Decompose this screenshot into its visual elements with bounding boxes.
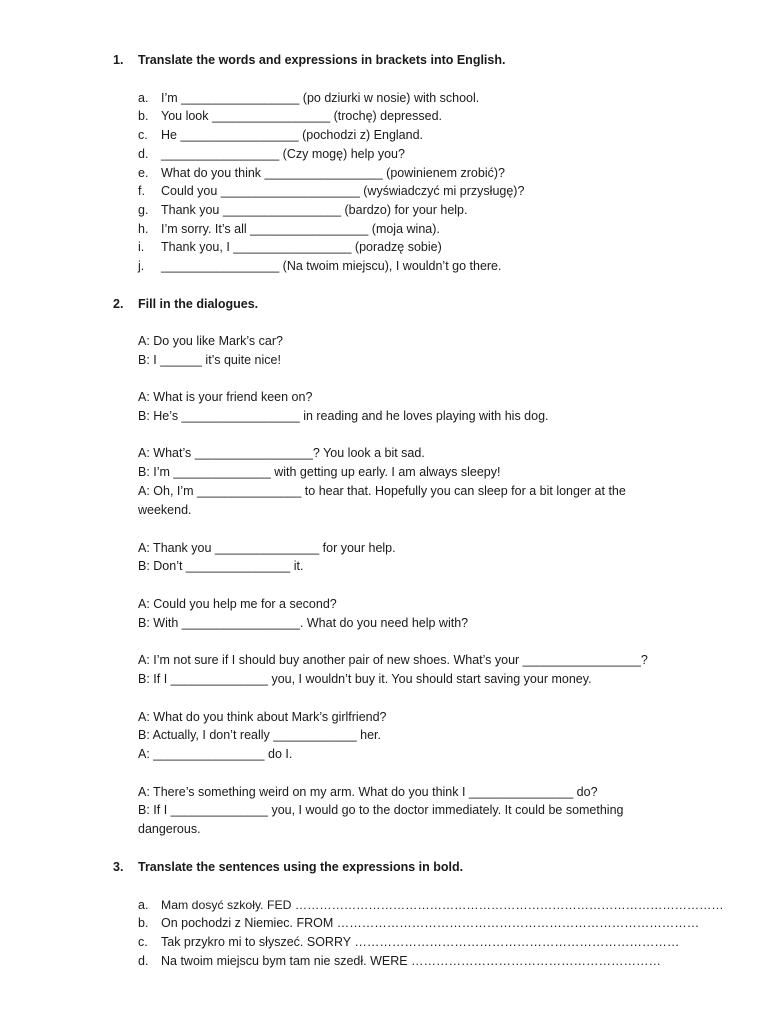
item-text: _________________ (Czy mogę) help you?: [161, 147, 405, 161]
item-text: Could you ____________________ (wyświadczyć mi przysługę)?: [161, 184, 525, 198]
item-text: You look _________________ (trochę) depressed.: [161, 109, 443, 123]
dialogue-line: A: ________________ do I.: [138, 747, 293, 761]
item-label: f.: [138, 184, 145, 198]
item-text: What do you think _________________ (powinienem zrobić)?: [161, 166, 505, 180]
dialogue-line: B: Don’t _______________ it.: [138, 559, 304, 573]
dialogue-line: A: There’s something weird on my arm. What do you think I _______________ do?: [138, 785, 598, 799]
item-label: b.: [138, 916, 149, 930]
section-1-heading: Translate the words and expressions in brackets into English.: [138, 53, 506, 67]
dialogue-line: A: Do you like Mark’s car?: [138, 334, 283, 348]
item-label: i.: [138, 240, 145, 254]
section-2-heading: Fill in the dialogues.: [138, 297, 259, 311]
item-text: Thank you _________________ (bardzo) for your help.: [161, 203, 468, 217]
item-label: a.: [138, 91, 149, 105]
item-label: e.: [138, 166, 149, 180]
dialogue-line: A: What do you think about Mark’s girlfriend?: [138, 710, 387, 724]
item-label: j.: [138, 259, 145, 273]
item-label: a.: [138, 898, 149, 912]
item-text: Na twoim miejscu bym tam nie szedł. WERE ……………………………………………………: [161, 954, 662, 968]
dialogue-line: B: If I ______________ you, I wouldn’t buy it. You should start saving your money.: [138, 672, 592, 686]
item-label: d.: [138, 954, 149, 968]
item-text: Tak przykro mi to słyszeć. SORRY ……………………………………………………………………: [161, 935, 680, 949]
dialogue-line: weekend.: [138, 503, 192, 517]
dialogue-line: A: What is your friend keen on?: [138, 390, 313, 404]
item-label: c.: [138, 128, 148, 142]
item-label: g.: [138, 203, 149, 217]
item-text: On pochodzi z Niemiec. FROM ……………………………………………………………………………: [161, 916, 700, 930]
section-2-number: 2.: [113, 297, 124, 311]
dialogue-line: A: What’s _________________? You look a bit sad.: [138, 446, 425, 460]
item-text: _________________ (Na twoim miejscu), I wouldn’t go there.: [161, 259, 502, 273]
dialogue-line: B: I’m ______________ with getting up early. I am always sleepy!: [138, 465, 501, 479]
dialogue-line: B: I ______ it’s quite nice!: [138, 353, 281, 367]
dialogue-line: A: I’m not sure if I should buy another pair of new shoes. What’s your _________________?: [138, 653, 648, 667]
item-label: h.: [138, 222, 149, 236]
item-text: Thank you, I _________________ (poradzę sobie): [161, 240, 442, 254]
dialogue-line: B: With _________________. What do you need help with?: [138, 616, 469, 630]
dialogue-line: A: Thank you _______________ for your help.: [138, 541, 396, 555]
item-text: I’m sorry. It’s all _________________ (moja wina).: [161, 222, 440, 236]
section-3-number: 3.: [113, 860, 124, 874]
item-text: I’m _________________ (po dziurki w nosie) with school.: [161, 91, 480, 105]
dialogue-line: A: Oh, I’m _______________ to hear that. Hopefully you can sleep for a bit longer at the: [138, 484, 626, 498]
item-label: b.: [138, 109, 149, 123]
section-1-number: 1.: [113, 53, 124, 67]
dialogue-line: B: Actually, I don’t really ____________ her.: [138, 728, 381, 742]
item-text: He _________________ (pochodzi z) England.: [161, 128, 424, 142]
item-text: Mam dosyć szkoły. FED ……………………………………………………………………………………………: [161, 898, 724, 912]
dialogue-line: dangerous.: [138, 822, 201, 836]
dialogue-line: B: If I ______________ you, I would go to the doctor immediately. It could be something: [138, 803, 624, 817]
dialogue-line: A: Could you help me for a second?: [138, 597, 337, 611]
item-label: d.: [138, 147, 149, 161]
dialogue-line: B: He’s _________________ in reading and he loves playing with his dog.: [138, 409, 549, 423]
item-label: c.: [138, 935, 148, 949]
section-3-heading: Translate the sentences using the expressions in bold.: [138, 860, 464, 874]
